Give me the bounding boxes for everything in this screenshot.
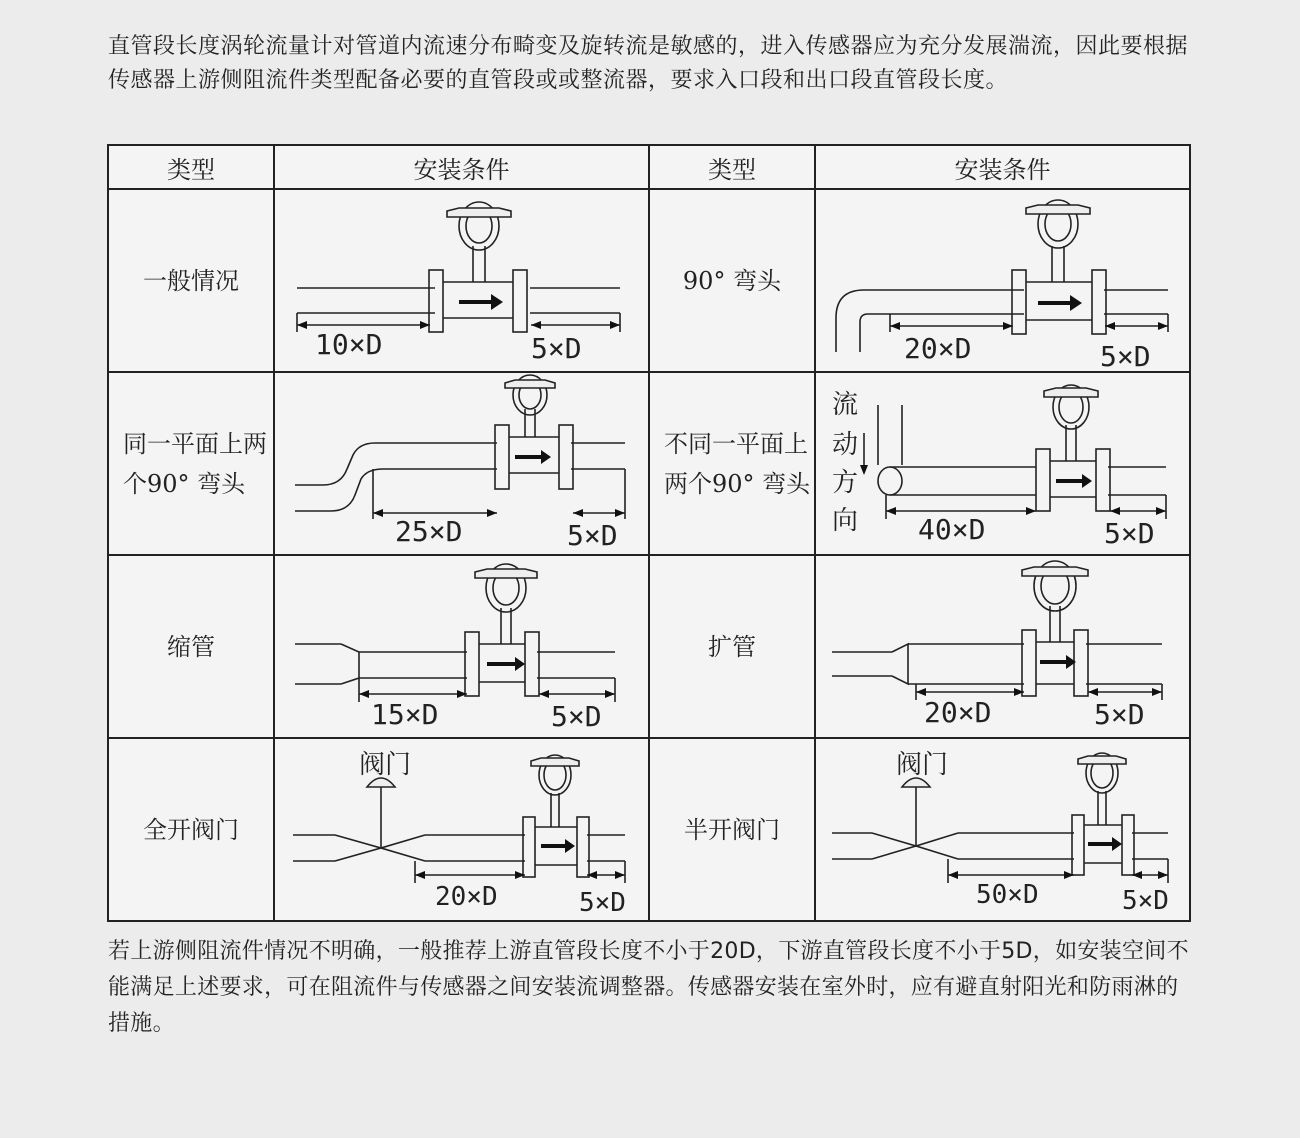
valve-label: 阀门 <box>359 750 412 780</box>
downstream-length-label: 5×D <box>1122 886 1169 916</box>
diagram-general <box>274 189 649 372</box>
table-header-row <box>108 145 1190 189</box>
downstream-length-label: 5×D <box>551 700 602 733</box>
flow-direction-label: 方 <box>832 468 859 498</box>
downstream-length-label: 5×D <box>1094 698 1145 731</box>
table-row <box>108 738 1190 921</box>
upstream-length-label: 20×D <box>435 882 498 912</box>
upstream-length-label: 15×D <box>371 698 439 731</box>
flow-direction-label: 流 <box>832 390 859 420</box>
flow-direction-label: 动 <box>832 430 859 460</box>
downstream-length-label: 5×D <box>567 519 618 552</box>
upstream-length-label: 20×D <box>904 332 972 365</box>
upstream-length-label: 25×D <box>395 515 463 548</box>
installation-table <box>107 144 1191 922</box>
type-reducer: 缩管 <box>108 555 274 738</box>
flow-direction-label: 向 <box>832 506 859 536</box>
type-half-open-valve: 半开阀门 <box>649 738 815 921</box>
downstream-length-label: 5×D <box>579 888 626 918</box>
type-two-elbows-different-planes: 不同一平面上两个90° 弯头 <box>649 372 815 555</box>
type-expander: 扩管 <box>649 555 815 738</box>
intro-paragraph: 直管段长度涡轮流量计对管道内流速分布畸变及旋转流是敏感的，进入传感器应为充分发展湍流，因此要根据传感器上游侧阻流件类型配备必要的直管段或或整流器，要求入口段和出口段直管段长度。 <box>108 34 1189 93</box>
diagram-two-elbows-same-plane <box>274 372 649 555</box>
header-type-right: 类型 <box>649 145 815 189</box>
diagram-two-elbows-different-planes <box>815 372 1190 555</box>
diagram-90-elbow <box>815 189 1190 372</box>
upstream-length-label: 50×D <box>976 880 1039 910</box>
upstream-length-label: 40×D <box>918 513 986 546</box>
table-row <box>108 189 1190 372</box>
type-fully-open-valve: 全开阀门 <box>108 738 274 921</box>
downstream-length-label: 5×D <box>1104 517 1155 550</box>
upstream-length-label: 20×D <box>924 696 992 729</box>
diagram-expander <box>815 555 1190 738</box>
header-condition-left: 安装条件 <box>274 145 649 189</box>
table-row <box>108 555 1190 738</box>
downstream-length-label: 5×D <box>531 332 582 365</box>
outro-paragraph: 若上游侧阻流件情况不明确，一般推荐上游直管段长度不小于20D，下游直管段长度不小于5D，如安装空间不能满足上述要求，可在阻流件与传感器之间安装流调整器。传感器安装在室外时，应有避直射阳光和防雨淋的措施。 <box>108 939 1189 1036</box>
diagram-fully-open-valve <box>274 738 649 921</box>
diagram-reducer <box>274 555 649 738</box>
table-row <box>108 372 1190 555</box>
type-general: 一般情况 <box>108 189 274 372</box>
header-condition-right: 安装条件 <box>815 145 1190 189</box>
diagram-half-open-valve <box>815 738 1190 921</box>
type-90-elbow: 90° 弯头 <box>649 189 815 372</box>
valve-label: 阀门 <box>896 750 949 780</box>
type-two-elbows-same-plane: 同一平面上两个90° 弯头 <box>108 372 274 555</box>
header-type-left: 类型 <box>108 145 274 189</box>
upstream-length-label: 10×D <box>315 328 383 361</box>
downstream-length-label: 5×D <box>1100 340 1151 371</box>
